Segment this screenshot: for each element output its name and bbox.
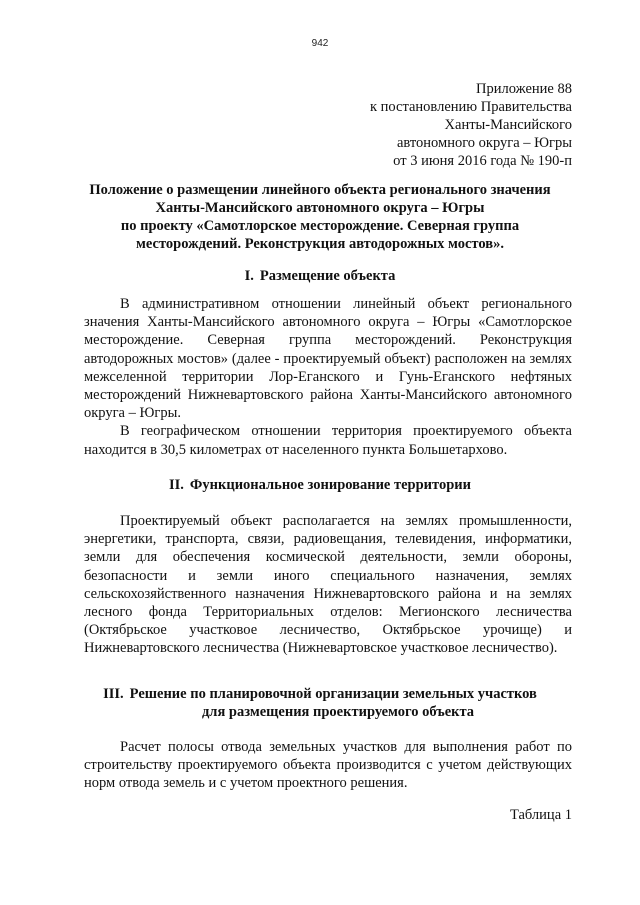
section-3-heading	[70, 685, 570, 721]
section-number: I.	[244, 268, 254, 284]
paragraph: Проектируемый объект располагается на землях промышленности, энергетики, транспорта, связи, радиовещания, телевидения, информатики, земли для обеспечения космической деятельности, земли обороны, безопасности и земли иного специального назначения, землях сельскохозяйственного назначения Нижневартовского района и на землях лесного фонда Территориальных отделов: Мегионского лесничества (Октябрьское участковое лесничество, Октябрьское урочище) и Нижневартовского лесничества (Нижневартовское участковое лесничество).	[84, 513, 572, 657]
paragraph: В административном отношении линейный объект регионального значения Ханты-Мансийского автономного округа – Югры «Самотлорское месторождение. Северная группа месторождений. Реконструкция автодорожных мостов» (далее - проектируемый объект) расположен на землях межселенной территории Лор-Еганского и Гунь-Еганского нефтяных месторождений Нижневартовского района Ханты-Мансийского автономного округа – Югры.	[84, 296, 572, 422]
section-title: Функциональное зонирование территории	[189, 477, 471, 493]
paragraph: В географическом отношении территория проектируемого объекта находится в 30,5 километрах от населенного пункта Большетархово.	[84, 423, 572, 458]
section-1-body	[84, 295, 572, 459]
section-2-heading	[70, 476, 570, 494]
section-title: Размещение объекта	[259, 268, 396, 284]
paragraph: Расчет полосы отвода земельных участков для выполнения работ по строительству проектируемого объекта производится с учетом действующих норм отвода земель и с учетом проектного решения.	[84, 739, 572, 792]
document-title-line: месторождений. Реконструкция автодорожных мостов».	[136, 236, 504, 252]
section-title: Решение по планировочной организации земельных участков	[129, 686, 537, 702]
appendix-block	[370, 80, 572, 170]
page-number: 942	[311, 38, 329, 49]
appendix-line: от 3 июня 2016 года № 190-п	[393, 153, 572, 169]
table-label: Таблица 1	[509, 807, 572, 823]
appendix-line: Ханты-Мансийского	[444, 117, 572, 133]
document-title	[70, 181, 570, 253]
document-title-line: Положение о размещении линейного объекта регионального значения	[89, 182, 551, 198]
appendix-line: к постановлению Правительства	[370, 99, 572, 115]
section-1-heading	[70, 267, 570, 285]
section-3-body	[84, 738, 572, 793]
section-number: II.	[169, 477, 184, 493]
document-title-line: по проекту «Самотлорское месторождение. Северная группа	[120, 218, 520, 234]
section-title-line: для размещения проектируемого объекта	[201, 704, 475, 720]
section-number: III.	[103, 686, 124, 702]
section-title-line	[70, 685, 570, 703]
section-2-body	[84, 512, 572, 658]
appendix-line: автономного округа – Югры	[396, 135, 572, 151]
appendix-line: Приложение 88	[476, 81, 572, 97]
document-title-line: Ханты-Мансийского автономного округа – Югры	[155, 200, 485, 216]
